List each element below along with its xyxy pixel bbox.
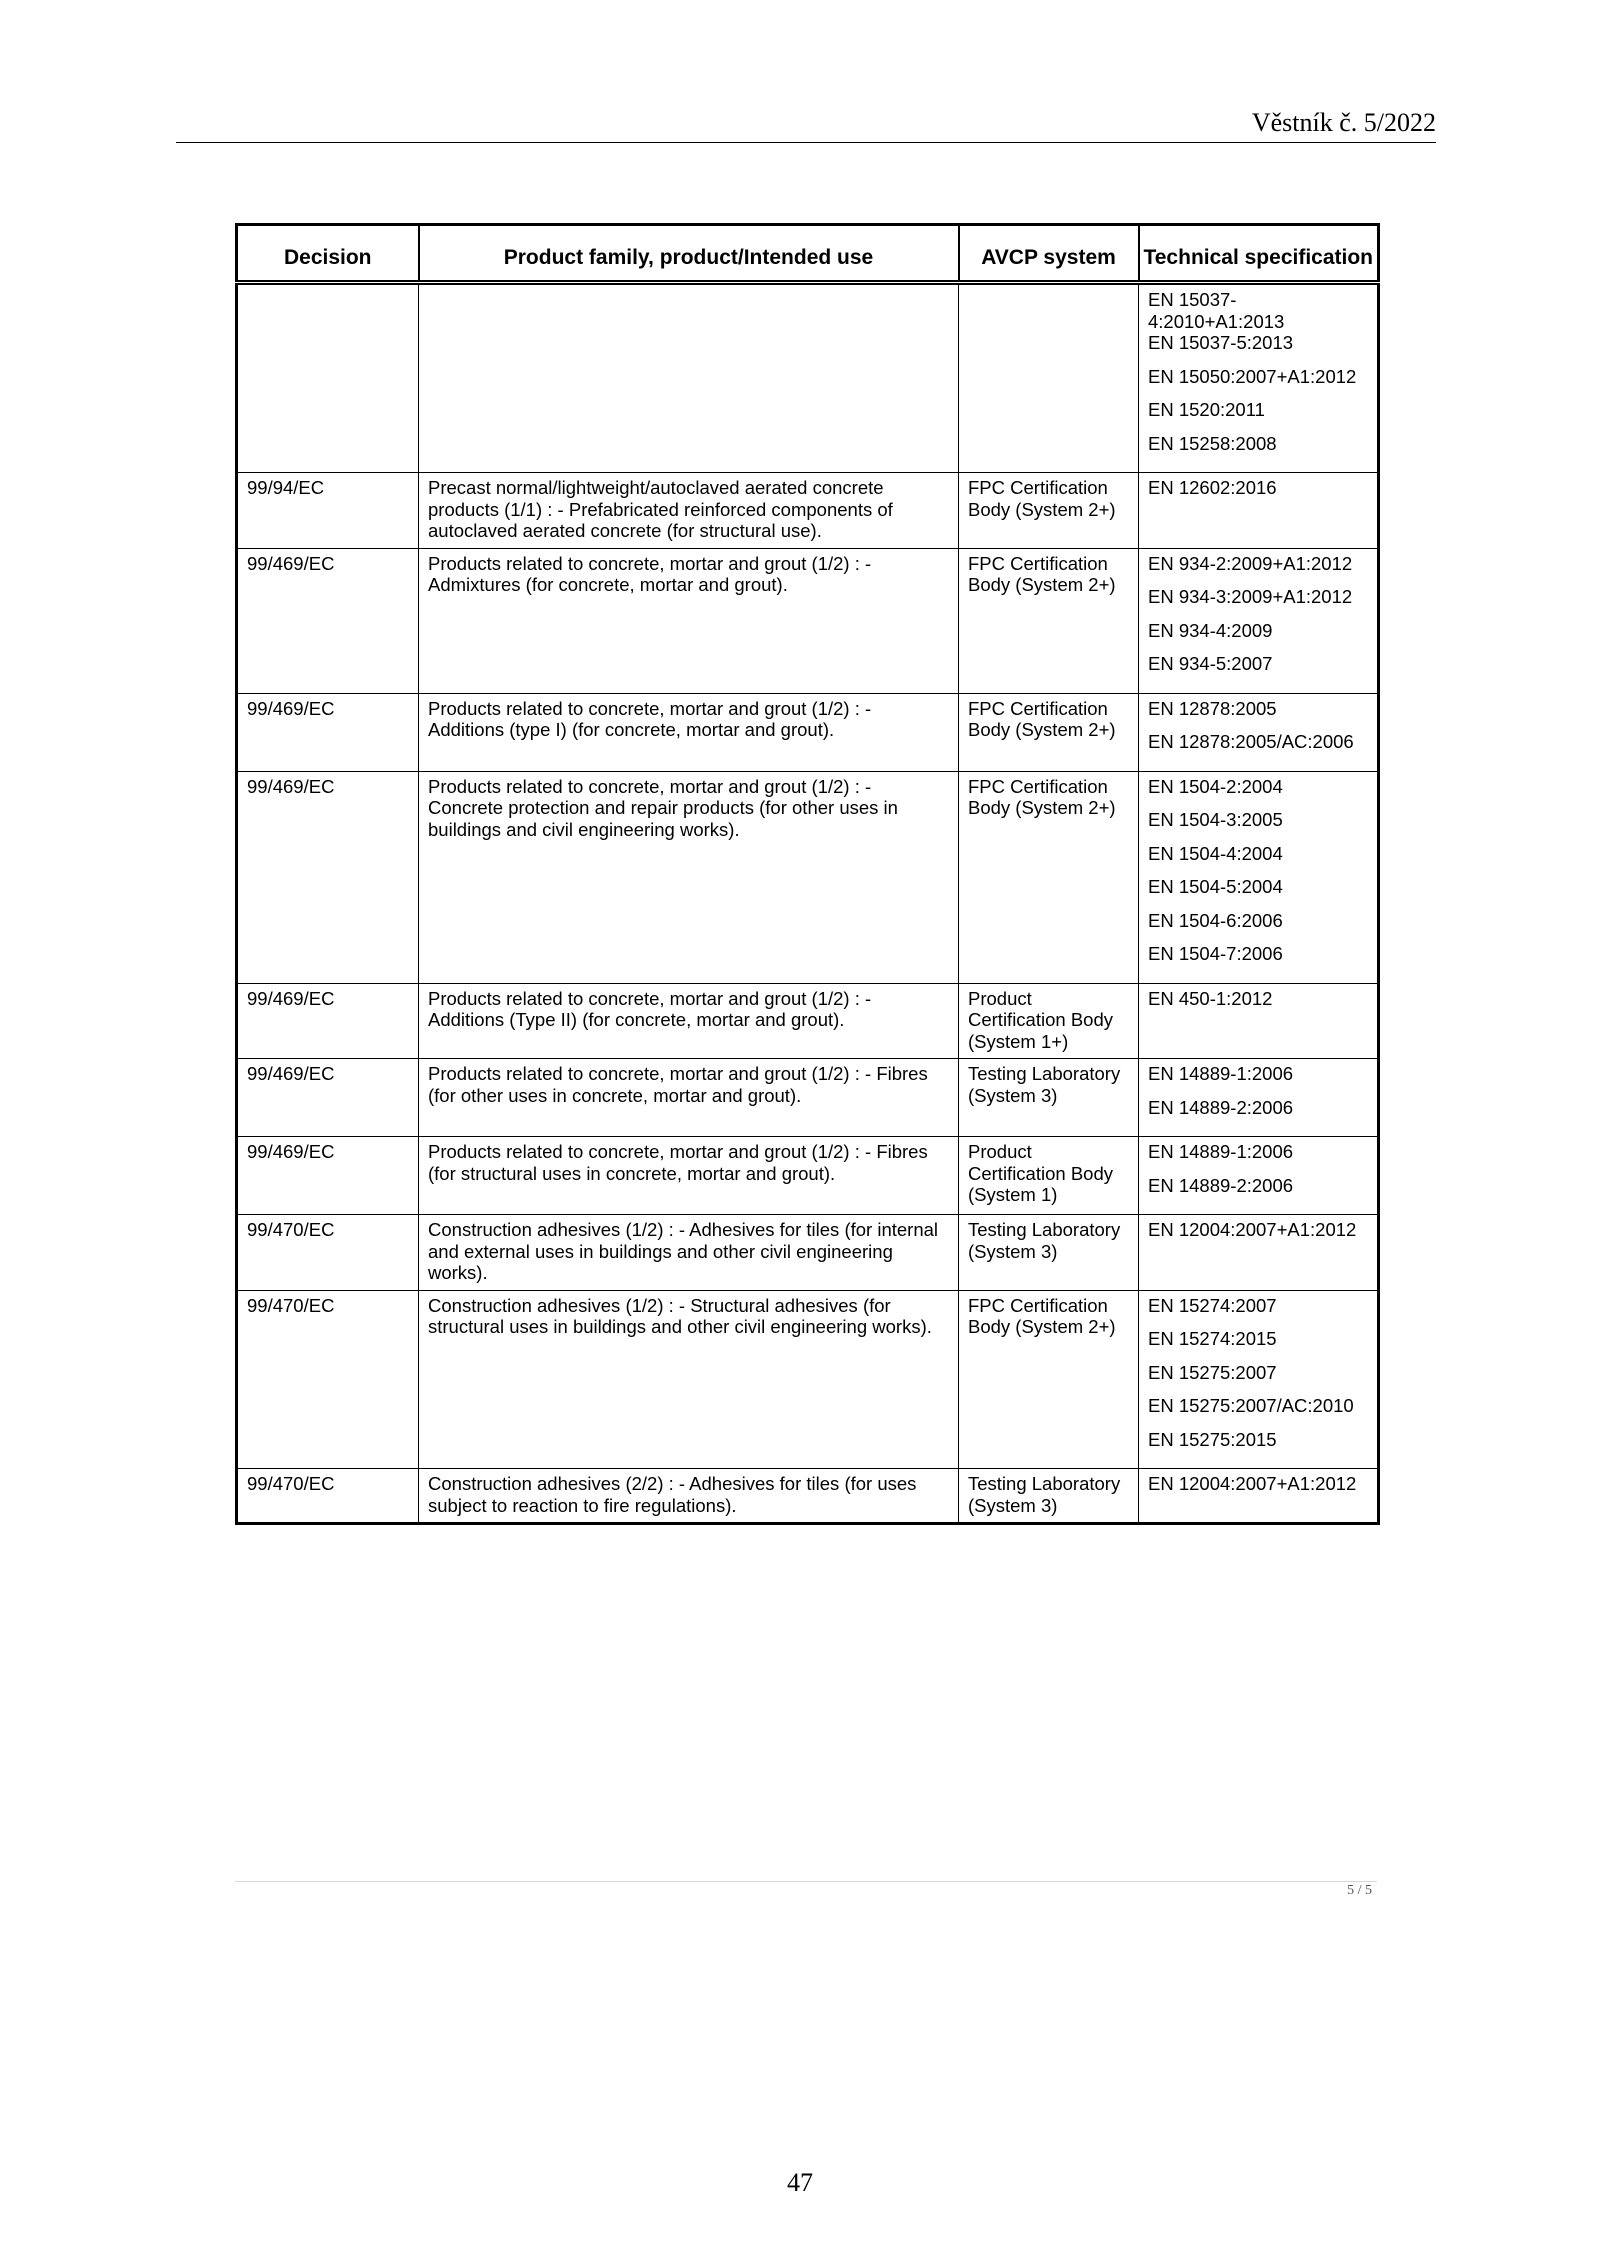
specification-item: EN 450-1:2012 (1148, 987, 1273, 1009)
decision-cell: 99/94/EC (237, 473, 419, 549)
product-cell: Construction adhesives (1/2) : - Structural adhesives (for structural uses in buildings and other civil engineering works). (419, 1290, 959, 1469)
table-row (237, 473, 1379, 549)
avcp-cell: FPC Certification Body (System 2+) (959, 473, 1139, 549)
specification-item: EN 1504-7:2006 (1148, 943, 1283, 964)
specification-item: EN 15275:2015 (1148, 1428, 1277, 1450)
specification-item: EN 15275:2007/AC:2010 (1148, 1395, 1354, 1416)
specification-item: EN 14889-2:2006 (1148, 1174, 1294, 1196)
page-of-indicator: 5 / 5 (1347, 1883, 1372, 1898)
specification-item: EN 1504-5:2004 (1148, 876, 1283, 897)
table-row (237, 283, 1379, 473)
specification-item: EN 1504-6:2006 (1148, 909, 1283, 931)
avcp-cell: Testing Laboratory (System 3) (959, 1059, 1139, 1137)
specification-table (235, 223, 1380, 1525)
avcp-cell: Testing Laboratory (System 3) (959, 1215, 1139, 1291)
specification-cell (1139, 1215, 1379, 1291)
specification-cell (1139, 693, 1379, 771)
specification-item: EN 934-5:2007 (1148, 653, 1273, 674)
avcp-cell: Product Certification Body (System 1+) (959, 983, 1139, 1059)
table-row (237, 1059, 1379, 1137)
specification-item: EN 12004:2007+A1:2012 (1148, 1219, 1357, 1240)
journal-header: Věstník č. 5/2022 (176, 108, 1436, 143)
product-cell: Products related to concrete, mortar and grout (1/2) : - Additions (Type II) (for concrete, mortar and grout). (419, 983, 959, 1059)
specification-item: EN 12602:2016 (1148, 477, 1277, 498)
specification-item: EN 15037-4:2010+A1:2013 (1148, 289, 1285, 332)
product-cell: Products related to concrete, mortar and grout (1/2) : - Fibres (for other uses in concrete, mortar and grout). (419, 1059, 959, 1137)
specification-item: EN 15274:2015 (1148, 1328, 1277, 1349)
specification-item: EN 1504-3:2005 (1148, 809, 1283, 830)
avcp-cell: Testing Laboratory (System 3) (959, 1469, 1139, 1524)
decision-cell: 99/469/EC (237, 983, 419, 1059)
specification-cell (1139, 283, 1379, 473)
table-row (237, 1290, 1379, 1469)
specification-item: EN 934-2:2009+A1:2012 (1148, 552, 1353, 574)
specification-cell (1139, 1059, 1379, 1137)
avcp-cell: Product Certification Body (System 1) (959, 1137, 1139, 1215)
specification-item: EN 14889-2:2006 (1148, 1096, 1294, 1118)
product-cell: Precast normal/lightweight/autoclaved aerated concrete products (1/1) : - Prefabricated reinforced components of autoclaved aerated concrete (for structural use). (419, 473, 959, 549)
table-row (237, 771, 1379, 983)
specification-item: EN 12004:2007+A1:2012 (1148, 1473, 1357, 1494)
table-row (237, 1469, 1379, 1524)
product-cell: Products related to concrete, mortar and grout (1/2) : - Fibres (for structural uses in concrete, mortar and grout). (419, 1137, 959, 1215)
decision-cell (237, 283, 419, 473)
specification-item: EN 15258:2008 (1148, 432, 1277, 454)
specification-item: EN 934-4:2009 (1148, 619, 1273, 641)
table-row (237, 548, 1379, 693)
specification-cell (1139, 983, 1379, 1059)
product-cell: Products related to concrete, mortar and grout (1/2) : - Additions (type I) (for concrete, mortar and grout). (419, 693, 959, 771)
specification-cell (1139, 1469, 1379, 1524)
specification-cell (1139, 771, 1379, 983)
column-header-avcp: AVCP system (959, 225, 1139, 283)
specification-item: EN 15037-5:2013 (1148, 332, 1294, 353)
product-cell: Products related to concrete, mortar and grout (1/2) : - Admixtures (for concrete, mortar and grout). (419, 548, 959, 693)
specification-item: EN 15274:2007 (1148, 1294, 1277, 1316)
decision-cell: 99/469/EC (237, 693, 419, 771)
decision-cell: 99/470/EC (237, 1215, 419, 1291)
product-cell: Construction adhesives (1/2) : - Adhesives for tiles (for internal and external uses in buildings and other civil engineering works). (419, 1215, 959, 1291)
specification-cell (1139, 473, 1379, 549)
avcp-cell: FPC Certification Body (System 2+) (959, 548, 1139, 693)
table-row (237, 983, 1379, 1059)
decision-cell: 99/469/EC (237, 1137, 419, 1215)
specification-item: EN 15275:2007 (1148, 1361, 1277, 1383)
table-body (237, 283, 1379, 1524)
specification-item: EN 12878:2005/AC:2006 (1148, 731, 1354, 752)
table-row (237, 1137, 1379, 1215)
avcp-cell: FPC Certification Body (System 2+) (959, 1290, 1139, 1469)
specification-item: EN 12878:2005 (1148, 697, 1277, 719)
specification-cell (1139, 548, 1379, 693)
avcp-cell: FPC Certification Body (System 2+) (959, 693, 1139, 771)
specification-cell (1139, 1290, 1379, 1469)
specification-item: EN 1504-4:2004 (1148, 842, 1283, 864)
decision-cell: 99/470/EC (237, 1469, 419, 1524)
table-header-row (237, 225, 1379, 283)
decision-cell: 99/469/EC (237, 771, 419, 983)
product-cell: Construction adhesives (2/2) : - Adhesives for tiles (for uses subject to reaction to fire regulations). (419, 1469, 959, 1524)
column-header-decision: Decision (237, 225, 419, 283)
page-number: 47 (787, 2168, 813, 2197)
avcp-cell (959, 283, 1139, 473)
specification-item: EN 14889-1:2006 (1148, 1063, 1294, 1084)
specification-item: EN 14889-1:2006 (1148, 1141, 1294, 1162)
specification-item: EN 1520:2011 (1148, 399, 1265, 420)
specification-item: EN 15050:2007+A1:2012 (1148, 365, 1357, 387)
column-header-product: Product family, product/Intended use (419, 225, 959, 283)
specification-item: EN 1504-2:2004 (1148, 775, 1283, 797)
specification-cell (1139, 1137, 1379, 1215)
column-header-specification: Technical specification (1139, 225, 1379, 283)
table-row (237, 693, 1379, 771)
decision-cell: 99/469/EC (237, 548, 419, 693)
decision-cell: 99/470/EC (237, 1290, 419, 1469)
decision-cell: 99/469/EC (237, 1059, 419, 1137)
specification-item: EN 934-3:2009+A1:2012 (1148, 586, 1353, 607)
avcp-cell: FPC Certification Body (System 2+) (959, 771, 1139, 983)
product-cell (419, 283, 959, 473)
footer-rule (235, 1881, 1377, 1882)
table-row (237, 1215, 1379, 1291)
product-cell: Products related to concrete, mortar and grout (1/2) : - Concrete protection and repair products (for other uses in buildings and civil engineering works). (419, 771, 959, 983)
